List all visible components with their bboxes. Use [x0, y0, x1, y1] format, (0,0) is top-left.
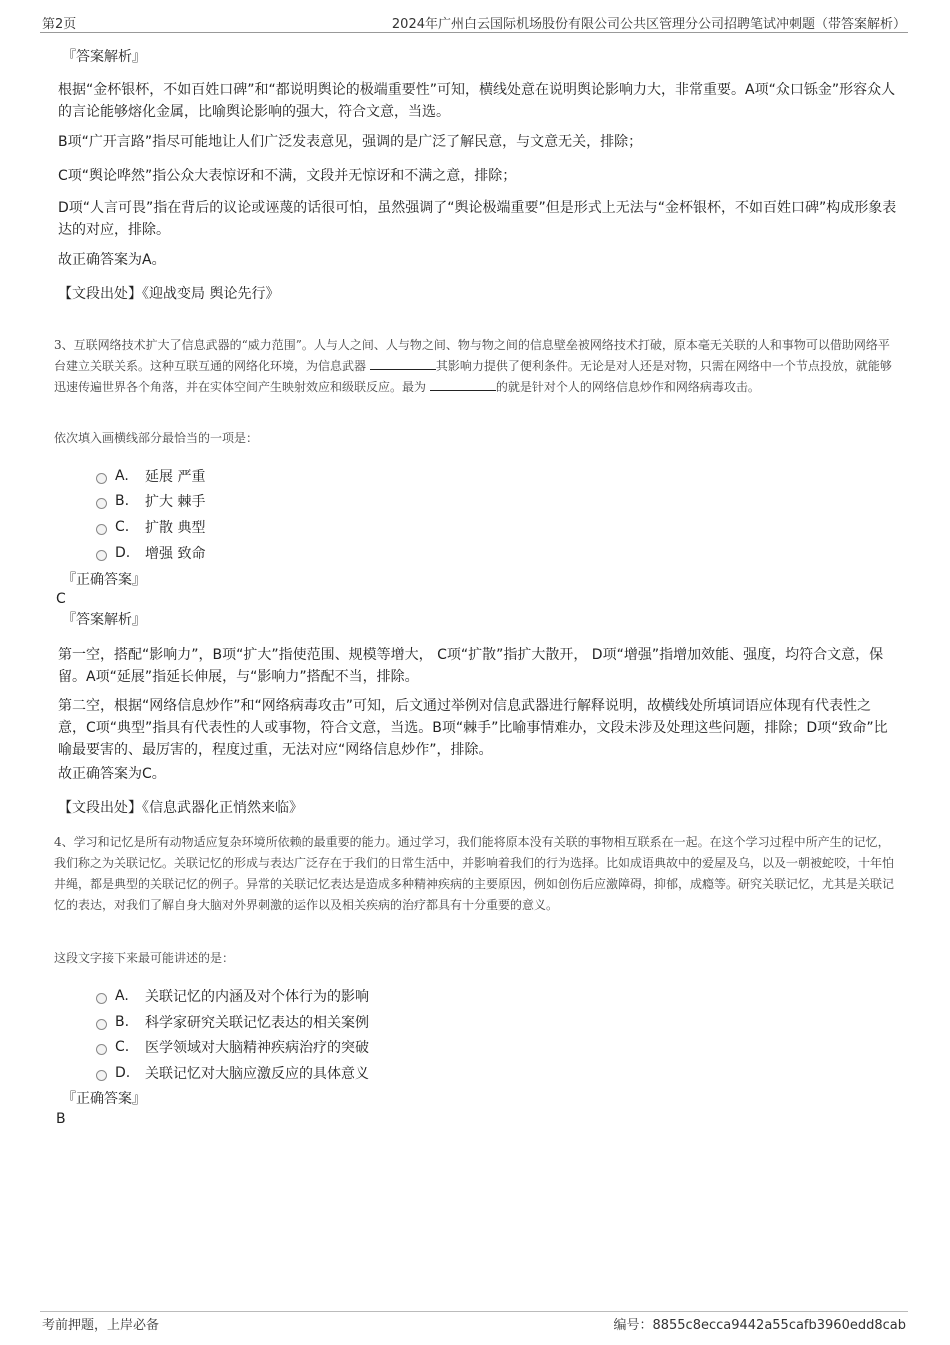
analysis-paragraph: 第二空，根据“网络信息炒作”和“网络病毒攻击”可知，后文通过举例对信息武器进行解释说明，故横线处所填词语应体现有代表性之意，C项“典型”指具有代表性的人或事物，符合文意，当选。B项“棘手”比喻事情难办，文段未涉及处理这些问题，排除；D项“致命”比喻最要害的、最厉害的，程度过重，无法对应“网络信息炒作”，排除。	[58, 698, 888, 758]
option-b[interactable]: B. 扩大 棘手	[96, 491, 205, 511]
correct-answer-label: 『正确答案』	[62, 1091, 146, 1107]
analysis-paragraph: D项“人言可畏”指在背后的议论或诬蔑的话很可怕，虽然强调了“舆论极端重要”但是形式上无法与“金杯银杯，不如百姓口碑”构成形象表达的对应，排除。	[58, 200, 897, 238]
source-citation: 【文段出处】《迎战变局 舆论先行》	[58, 286, 280, 302]
option-a[interactable]: A. 关联记忆的内涵及对个体行为的影响	[96, 986, 369, 1006]
source-citation: 【文段出处】《信息武器化正悄然来临》	[58, 800, 303, 816]
correct-answer-label: 『正确答案』	[62, 572, 146, 588]
blank-1	[370, 357, 436, 370]
question-4-prompt: 这段文字接下来最可能讲述的是：	[54, 951, 235, 965]
question-3-text: 3、互联网络技术扩大了信息武器的“威力范围”。人与人之间、人与物之间、物与物之间的信息壁垒被网络技术打破，原本毫无关联的人和事物可以借助网络平台建立关联关系。这种互联互通的网络化环境，为信息武器 其影响力提供了便利条件。无论是对人还是对物，只需在网络中一个节点投放，就能够迅速传遍世界各个角落，并在实体空间产生映射效应和级联反应。最为 的就是针对个人的网络信息炒作和网络病毒攻击。	[54, 338, 892, 394]
analysis-label: 『答案解析』	[62, 612, 146, 628]
question-3-prompt: 依次填入画横线部分最恰当的一项是：	[54, 431, 259, 445]
radio-icon[interactable]	[96, 550, 107, 561]
final-answer: 故正确答案为C。	[58, 766, 166, 782]
radio-icon[interactable]	[96, 1070, 107, 1081]
radio-icon[interactable]	[96, 1019, 107, 1030]
radio-icon[interactable]	[96, 993, 107, 1004]
correct-answer: C	[56, 591, 66, 607]
option-b[interactable]: B. 科学家研究关联记忆表达的相关案例	[96, 1012, 369, 1032]
option-d[interactable]: D. 增强 致命	[96, 543, 205, 563]
question-4-text: 4、学习和记忆是所有动物适应复杂环境所依赖的最重要的能力。通过学习，我们能将原本没有关联的事物相互联系在一起。在这个学习过程中所产生的记忆，我们称之为关联记忆。关联记忆的形成与表达广泛存在于我们的日常生活中，并影响着我们的行为选择。比如成语典故中的爱屋及乌，以及一朝被蛇咬，十年怕井绳，都是典型的关联记忆的例子。异常的关联记忆表达是造成多种精神疾病的主要原因，例如创伤后应激障碍，抑郁，成瘾等。研究关联记忆，尤其是关联记忆的表达，对我们了解自身大脑对外界刺激的运作以及相关疾病的治疗都具有十分重要的意义。	[54, 835, 895, 912]
analysis-paragraph: 第一空，搭配“影响力”，B项“扩大”指使范围、规模等增大， C项“扩散”指扩大散开， D项“增强”指增加效能、强度，均符合文意，保留。A项“延展”指延长伸展，与“影响力”搭配不当，排除。	[58, 647, 884, 685]
footer-code: 编号：8855c8ecca9442a55cafb3960edd8cab	[613, 1318, 906, 1333]
footer-divider	[40, 1311, 908, 1312]
analysis-label: 『答案解析』	[62, 49, 146, 65]
option-a[interactable]: A. 延展 严重	[96, 466, 205, 486]
option-c[interactable]: C. 扩散 典型	[96, 517, 205, 537]
document-title: 2024年广州白云国际机场股份有限公司公共区管理分公司招聘笔试冲刺题（带答案解析）	[391, 17, 906, 32]
analysis-paragraph: C项“舆论哗然”指公众大表惊讶和不满，文段并无惊讶和不满之意，排除；	[58, 168, 517, 184]
blank-2	[430, 378, 496, 391]
radio-icon[interactable]	[96, 524, 107, 535]
radio-icon[interactable]	[96, 473, 107, 484]
footer-slogan: 考前押题，上岸必备	[42, 1318, 160, 1333]
correct-answer: B	[56, 1111, 66, 1127]
page-number: 第2页	[42, 17, 77, 32]
final-answer: 故正确答案为A。	[58, 252, 166, 268]
analysis-paragraph: 根据“金杯银杯，不如百姓口碑”和“都说明舆论的极端重要性”可知，横线处意在说明舆论影响力大，非常重要。A项“众口铄金”形容众人的言论能够熔化金属，比喻舆论影响的强大，符合文意，当选。	[58, 82, 896, 120]
option-c[interactable]: C. 医学领域对大脑精神疾病治疗的突破	[96, 1037, 369, 1057]
radio-icon[interactable]	[96, 498, 107, 509]
header-divider	[40, 32, 908, 33]
analysis-paragraph: B项“广开言路”指尽可能地让人们广泛发表意见，强调的是广泛了解民意，与文意无关，排除；	[58, 134, 643, 150]
radio-icon[interactable]	[96, 1044, 107, 1055]
option-d[interactable]: D. 关联记忆对大脑应激反应的具体意义	[96, 1063, 369, 1083]
